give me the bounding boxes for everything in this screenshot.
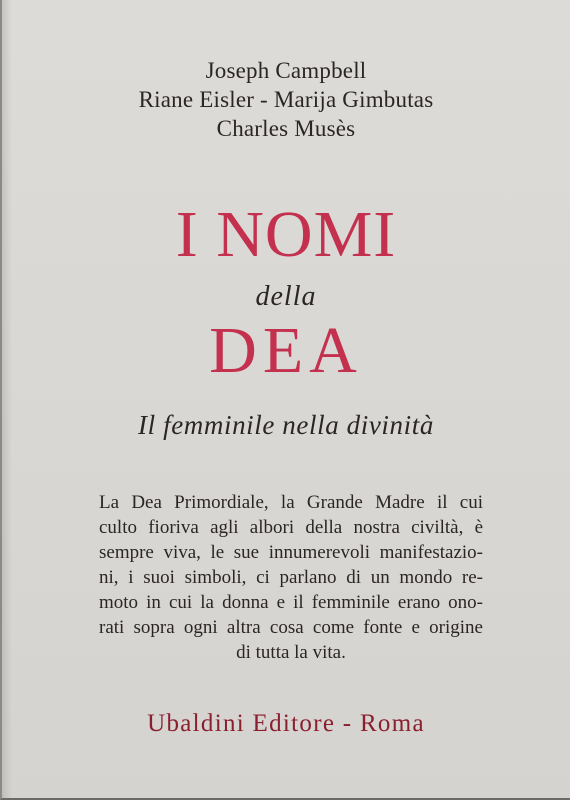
title-dea: DEA [209, 314, 363, 387]
blurb-line: moto in cui la donna e il femminile erano ono- [99, 592, 483, 613]
title-connector: della [255, 281, 317, 312]
publisher-imprint: Ubaldini Editore - Roma [147, 710, 425, 737]
blurb-line: sempre viva, le sue innumerevoli manifestazio- [99, 542, 483, 563]
blurb-line: ni, i suoi simboli, ci parlano di un mondo re- [99, 567, 483, 588]
blurb-line: La Dea Primordiale, la Grande Madre il cui [99, 492, 483, 513]
author-line: Charles Musès [216, 116, 356, 141]
blurb-line: di tutta la vita. [236, 642, 346, 663]
blurb-paragraph [99, 490, 483, 665]
title-main: I NOMI [175, 198, 397, 271]
author-line: Riane Eisler - Marija Gimbutas [138, 87, 434, 112]
subtitle: Il femminile nella divinità [138, 410, 434, 440]
author-list [2, 56, 570, 143]
blurb-line: culto fioriva agli albori della nostra civiltà, è [99, 517, 483, 538]
blurb-line: rati sopra ogni altra cosa come fonte e origine [99, 617, 483, 638]
author-line: Joseph Campbell [205, 58, 367, 83]
